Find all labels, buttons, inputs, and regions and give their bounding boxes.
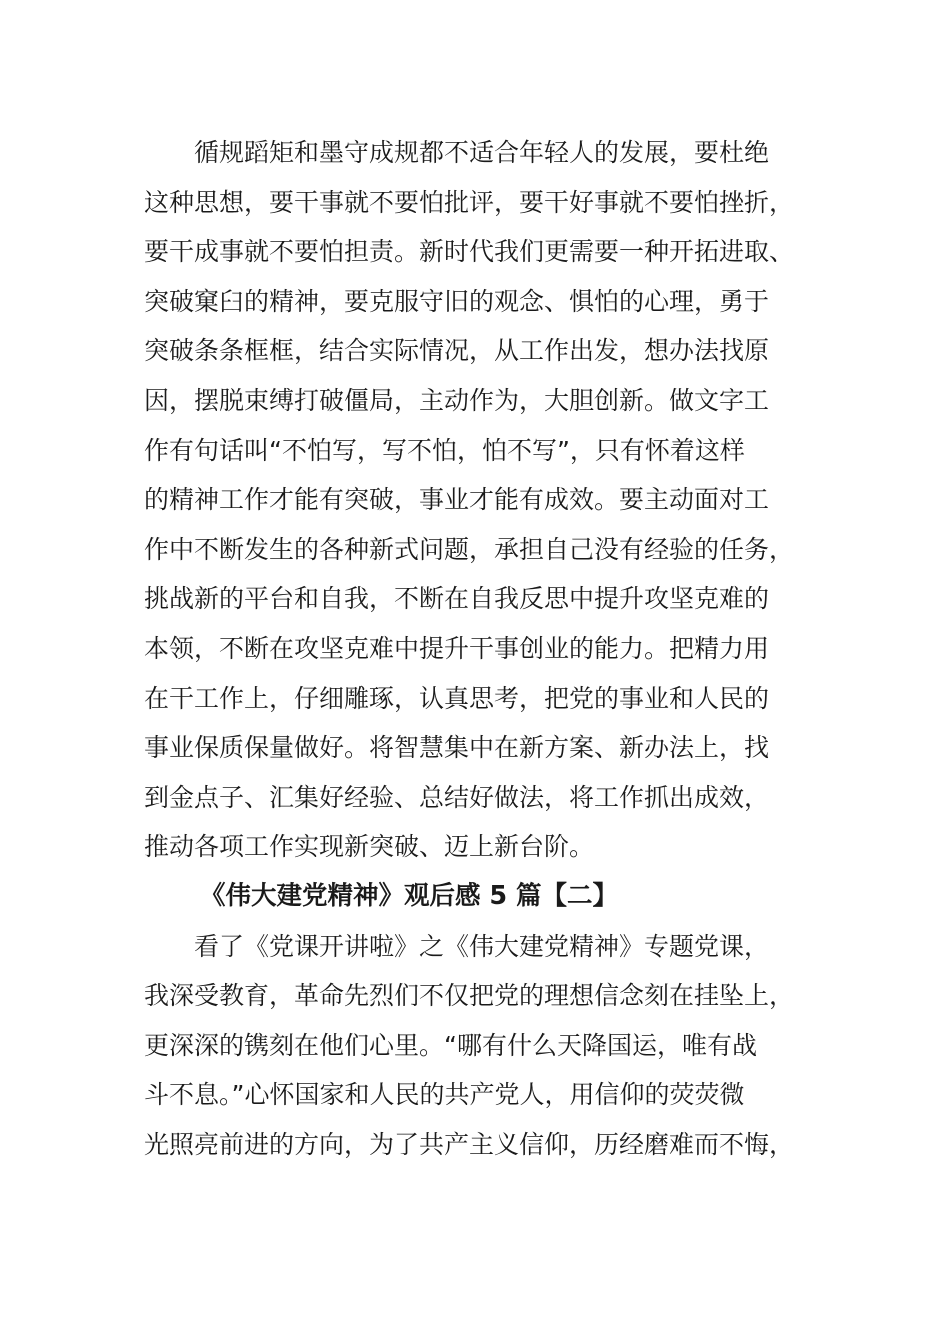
section-heading: 《伟大建党精神》观后感 5 篇【二】 <box>200 880 618 911</box>
paragraph-1-line: 挑战新的平台和自我，不断在自我反思中提升攻坚克难的 <box>144 584 770 614</box>
paragraph-1-line: 突破窠臼的精神，要克服守旧的观念、惧怕的心理，勇于 <box>144 286 770 316</box>
paragraph-1-line: 作中不断发生的各种新式问题，承担自己没有经验的任务， <box>144 534 795 564</box>
paragraph-1-line: 突破条条框框，结合实际情况，从工作出发，想办法找原 <box>144 336 770 366</box>
paragraph-2-line: 斗不息。”心怀国家和人民的共产党人，用信仰的荧荧微 <box>144 1080 745 1110</box>
paragraph-2-line: 光照亮前进的方向，为了共产主义信仰，历经磨难而不悔， <box>144 1129 795 1159</box>
paragraph-1-line: 到金点子、汇集好经验、总结好做法，将工作抓出成效， <box>144 782 770 812</box>
paragraph-2-line: 更深深的镌刻在他们心里。“哪有什么天降国运，唯有战 <box>144 1030 757 1060</box>
paragraph-1-line: 作有句话叫“不怕写，写不怕，怕不写”，只有怀着这样 <box>144 435 745 465</box>
paragraph-1-line: 事业保质保量做好。将智慧集中在新方案、新办法上，找 <box>144 733 770 763</box>
document-body <box>144 128 824 1169</box>
paragraph-1-line: 本领，不断在攻坚克难中提升干事创业的能力。把精力用 <box>144 633 770 663</box>
paragraph-1-line: 在干工作上，仔细雕琢，认真思考，把党的事业和人民的 <box>144 683 770 713</box>
paragraph-1-line: 的精神工作才能有突破，事业才能有成效。要主动面对工 <box>144 485 770 515</box>
paragraph-2-line: 我深受教育，革命先烈们不仅把党的理想信念刻在挂坠上， <box>144 981 795 1011</box>
paragraph-1-line: 要干成事就不要怕担责。新时代我们更需要一种开拓进取、 <box>144 237 795 267</box>
paragraph-1-line: 这种思想，要干事就不要怕批评，要干好事就不要怕挫折， <box>144 187 795 217</box>
paragraph-1-line: 因，摆脱束缚打破僵局，主动作为，大胆创新。做文字工 <box>144 385 770 415</box>
paragraph-1-line: 循规蹈矩和墨守成规都不适合年轻人的发展，要杜绝 <box>194 138 770 167</box>
paragraph-1-line: 推动各项工作实现新突破、迈上新台阶。 <box>144 832 595 862</box>
paragraph-2-line: 看了《党课开讲啦》之《伟大建党精神》专题党课， <box>194 931 770 961</box>
